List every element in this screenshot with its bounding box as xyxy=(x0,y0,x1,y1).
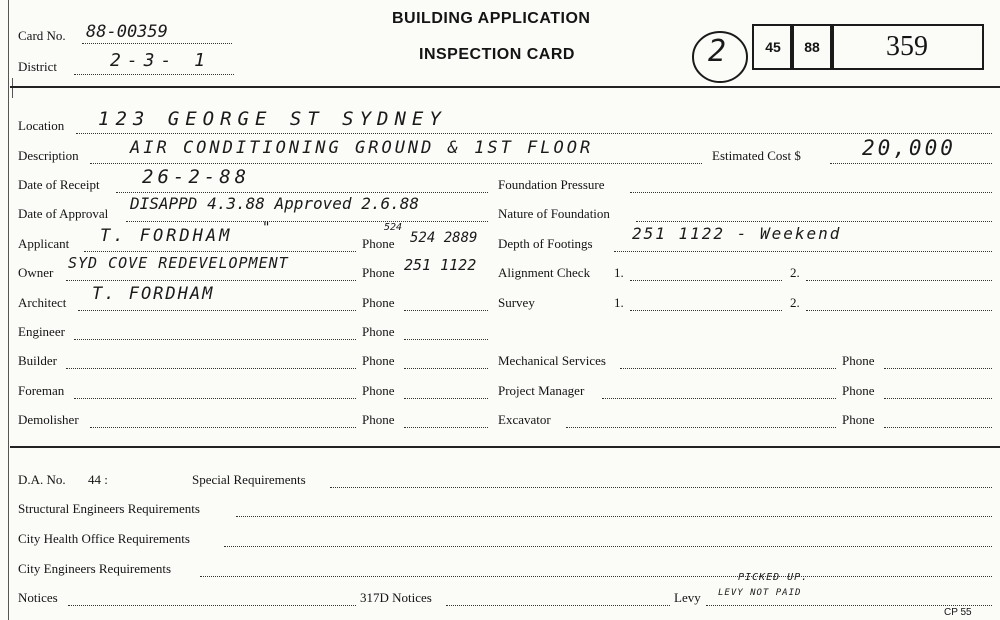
project-manager-dots xyxy=(602,398,836,399)
number-box-main: 359 xyxy=(830,24,984,70)
levy-label: Levy xyxy=(674,590,701,605)
applicant-phone-note: 524 xyxy=(384,222,403,233)
location-value: 123 GEORGE ST SYDNEY xyxy=(98,108,447,130)
date-of-approval-label: Date of Approval xyxy=(18,206,109,221)
date-of-approval-value: DISAPPD 4.3.88 Approved 2.6.88 xyxy=(130,194,419,213)
builder-phone-label: Phone xyxy=(362,353,395,368)
architect-label: Architect xyxy=(18,295,67,310)
project-manager-phone-label: Phone xyxy=(842,383,875,398)
foreman-label: Foreman xyxy=(18,383,65,398)
architect-dots xyxy=(78,310,356,311)
date-of-receipt-label: Date of Receipt xyxy=(18,177,100,192)
engineer-label: Engineer xyxy=(18,324,65,339)
levy-dots xyxy=(706,605,992,606)
foreman-dots xyxy=(74,398,356,399)
section-divider xyxy=(10,446,1000,448)
nature-of-foundation-dots xyxy=(636,221,992,222)
da-no-label: D.A. No. xyxy=(18,472,66,487)
circled-mark-value: 2 xyxy=(708,34,727,69)
description-dots xyxy=(90,163,702,164)
description-value: AIR CONDITIONING GROUND & 1ST FLOOR xyxy=(130,138,594,158)
number-box-a: 45 xyxy=(752,24,794,70)
depth-of-footings-value: 251 1122 - Weekend xyxy=(632,224,842,243)
alignment-check-n2: 2. xyxy=(790,265,800,280)
builder-label: Builder xyxy=(18,353,57,368)
architect-phone-dots xyxy=(404,310,488,311)
structural-requirements-label: Structural Engineers Requirements xyxy=(18,501,200,516)
estimated-cost-dots xyxy=(830,163,992,164)
estimated-cost-label: Estimated Cost $ xyxy=(712,148,801,163)
notices-dots xyxy=(68,605,356,606)
description-label: Description xyxy=(18,148,79,163)
architect-value: T. FORDHAM xyxy=(92,284,215,304)
left-edge-line xyxy=(8,0,9,620)
structural-requirements-dots xyxy=(236,516,992,517)
excavator-label: Excavator xyxy=(498,412,551,427)
district-label: District xyxy=(18,59,57,74)
project-manager-label: Project Manager xyxy=(498,383,585,398)
card-no-value: 88-00359 xyxy=(86,22,168,42)
special-requirements-label: Special Requirements xyxy=(192,472,306,487)
foundation-pressure-dots xyxy=(630,192,992,193)
owner-phone-label: Phone xyxy=(362,265,395,280)
excavator-phone-label: Phone xyxy=(842,412,875,427)
survey-n2: 2. xyxy=(790,295,800,310)
excavator-dots xyxy=(566,427,836,428)
depth-of-footings-label: Depth of Footings xyxy=(498,236,593,251)
punch-line-left xyxy=(12,78,13,98)
alignment-check-dots-1 xyxy=(630,280,782,281)
owner-dots xyxy=(66,280,356,281)
da-no-value: 44 : xyxy=(88,472,108,487)
project-manager-phone-dots xyxy=(884,398,992,399)
notices-317d-dots xyxy=(446,605,670,606)
alignment-check-label: Alignment Check xyxy=(498,265,591,280)
mechanical-services-dots xyxy=(620,368,836,369)
applicant-phone-label: Phone xyxy=(362,236,395,251)
survey-dots-2 xyxy=(806,310,992,311)
engineer-dots xyxy=(74,339,356,340)
date-of-approval-dots xyxy=(126,221,488,222)
applicant-phone-value: 524 2889 xyxy=(410,230,478,246)
excavator-phone-dots xyxy=(884,427,992,428)
foundation-pressure-label: Foundation Pressure xyxy=(498,177,605,192)
header-divider xyxy=(10,86,1000,88)
engineers-requirements-label: City Engineers Requirements xyxy=(18,561,172,576)
nature-of-foundation-label: Nature of Foundation xyxy=(498,206,610,221)
foreman-phone-label: Phone xyxy=(362,383,395,398)
applicant-value: T. FORDHAM xyxy=(100,226,233,246)
district-value: 2-3- 1 xyxy=(110,50,212,71)
date-of-receipt-dots xyxy=(116,192,488,193)
form-code: CP 55 xyxy=(944,607,972,618)
engineer-phone-dots xyxy=(404,339,488,340)
date-of-receipt-value: 26-2-88 xyxy=(142,166,251,188)
health-requirements-dots xyxy=(224,546,992,547)
health-requirements-label: City Health Office Requirements xyxy=(18,531,190,546)
estimated-cost-value: 20,000 xyxy=(862,136,956,160)
location-label: Location xyxy=(18,118,65,133)
survey-dots-1 xyxy=(630,310,782,311)
mechanical-services-phone-dots xyxy=(884,368,992,369)
special-requirements-dots xyxy=(330,487,992,488)
approval-ditto-mark: " xyxy=(262,220,271,236)
architect-phone-label: Phone xyxy=(362,295,395,310)
engineers-requirements-dots xyxy=(200,576,992,577)
title-line-1: BUILDING APPLICATION xyxy=(392,10,591,27)
survey-n1: 1. xyxy=(614,295,624,310)
mechanical-services-phone-label: Phone xyxy=(842,353,875,368)
owner-label: Owner xyxy=(18,265,54,280)
card-no-label: Card No. xyxy=(18,28,66,43)
demolisher-phone-label: Phone xyxy=(362,412,395,427)
demolisher-label: Demolisher xyxy=(18,412,79,427)
engineer-phone-label: Phone xyxy=(362,324,395,339)
location-dots xyxy=(76,133,992,134)
title-line-2: INSPECTION CARD xyxy=(419,46,575,63)
demolisher-phone-dots xyxy=(404,427,488,428)
survey-label: Survey xyxy=(498,295,535,310)
alignment-check-n1: 1. xyxy=(614,265,624,280)
alignment-check-dots-2 xyxy=(806,280,992,281)
foreman-phone-dots xyxy=(404,398,488,399)
notices-317d-label: 317D Notices xyxy=(360,590,432,605)
levy-note-bottom: LEVY NOT PAID xyxy=(718,588,802,598)
applicant-label: Applicant xyxy=(18,236,70,251)
demolisher-dots xyxy=(90,427,356,428)
levy-note-top: PICKED UP. xyxy=(738,572,809,583)
builder-dots xyxy=(66,368,356,369)
applicant-dots xyxy=(84,251,356,252)
mechanical-services-label: Mechanical Services xyxy=(498,353,606,368)
notices-label: Notices xyxy=(18,590,58,605)
number-box-b: 88 xyxy=(790,24,834,70)
owner-phone-value: 251 1122 xyxy=(404,256,477,274)
owner-value: SYD COVE REDEVELOPMENT xyxy=(68,254,289,272)
district-dots xyxy=(74,74,234,75)
card-no-dots xyxy=(82,43,232,44)
depth-of-footings-dots xyxy=(614,251,992,252)
builder-phone-dots xyxy=(404,368,488,369)
